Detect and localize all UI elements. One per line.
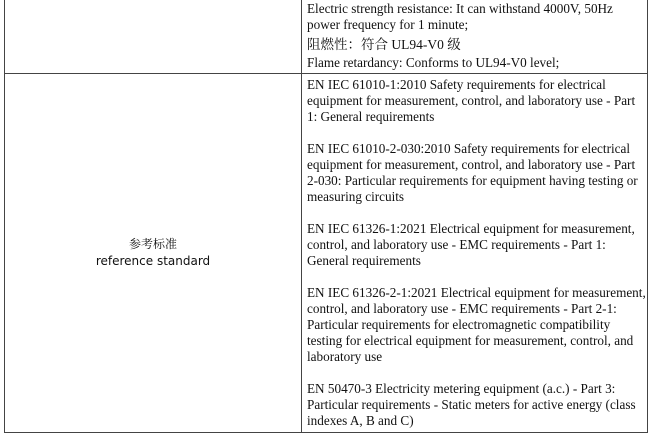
reference-standard-list-cell (302, 74, 648, 433)
insulation-value-cell (302, 0, 648, 74)
standard-entry-50470-3: EN 50470-3 Electricity metering equipment (a.c.) - Part 3: Particular requirements - Static meters for active energy (class indexes A, B and C) (307, 381, 636, 428)
standard-entry-61010-1: EN IEC 61010-1:2010 Safety requirements for electrical equipment for measurement, control, and laboratory use - Part 1: General requirements (307, 77, 636, 124)
standard-entry-61010-2-030: EN IEC 61010-2-030:2010 Safety requirements for electrical equipment for measurement, control, and laboratory use - Part 2-030: Particular requirements for equipment having testing or measuring circuits (307, 141, 638, 204)
specification-table (4, 0, 648, 433)
standard-entry-61326-2-1: EN IEC 61326-2-1:2021 Electrical equipment for measurement, control, and laboratory use - EMC requirements - Part 2-1: Particular requirements for electromagnetic compatibility testing for electrical equipment for measurement, control, and laboratory use (307, 285, 646, 364)
reference-standard-label-cell (5, 74, 302, 433)
reference-standard-label-en: reference standard (95, 254, 211, 268)
insulation-label-cell (5, 0, 302, 74)
standard-entry-61326-1: EN IEC 61326-1:2021 Electrical equipment for measurement, control, and laboratory use - EMC requirements - Part 1: General requirements (307, 221, 635, 268)
flame-retardancy-en-text: Flame retardancy: Conforms to UL94-V0 level; (307, 55, 560, 70)
flame-retardancy-cn-text: 阻燃性：符合 UL94-V0 级 (307, 37, 461, 52)
reference-standard-row (5, 74, 648, 433)
reference-standard-label-cn: 参考标准 (128, 237, 177, 251)
insulation-row (5, 0, 648, 74)
electric-strength-text: Electric strength resistance: It can withstand 4000V, 50Hz power frequency for 1 minute; (307, 1, 613, 32)
